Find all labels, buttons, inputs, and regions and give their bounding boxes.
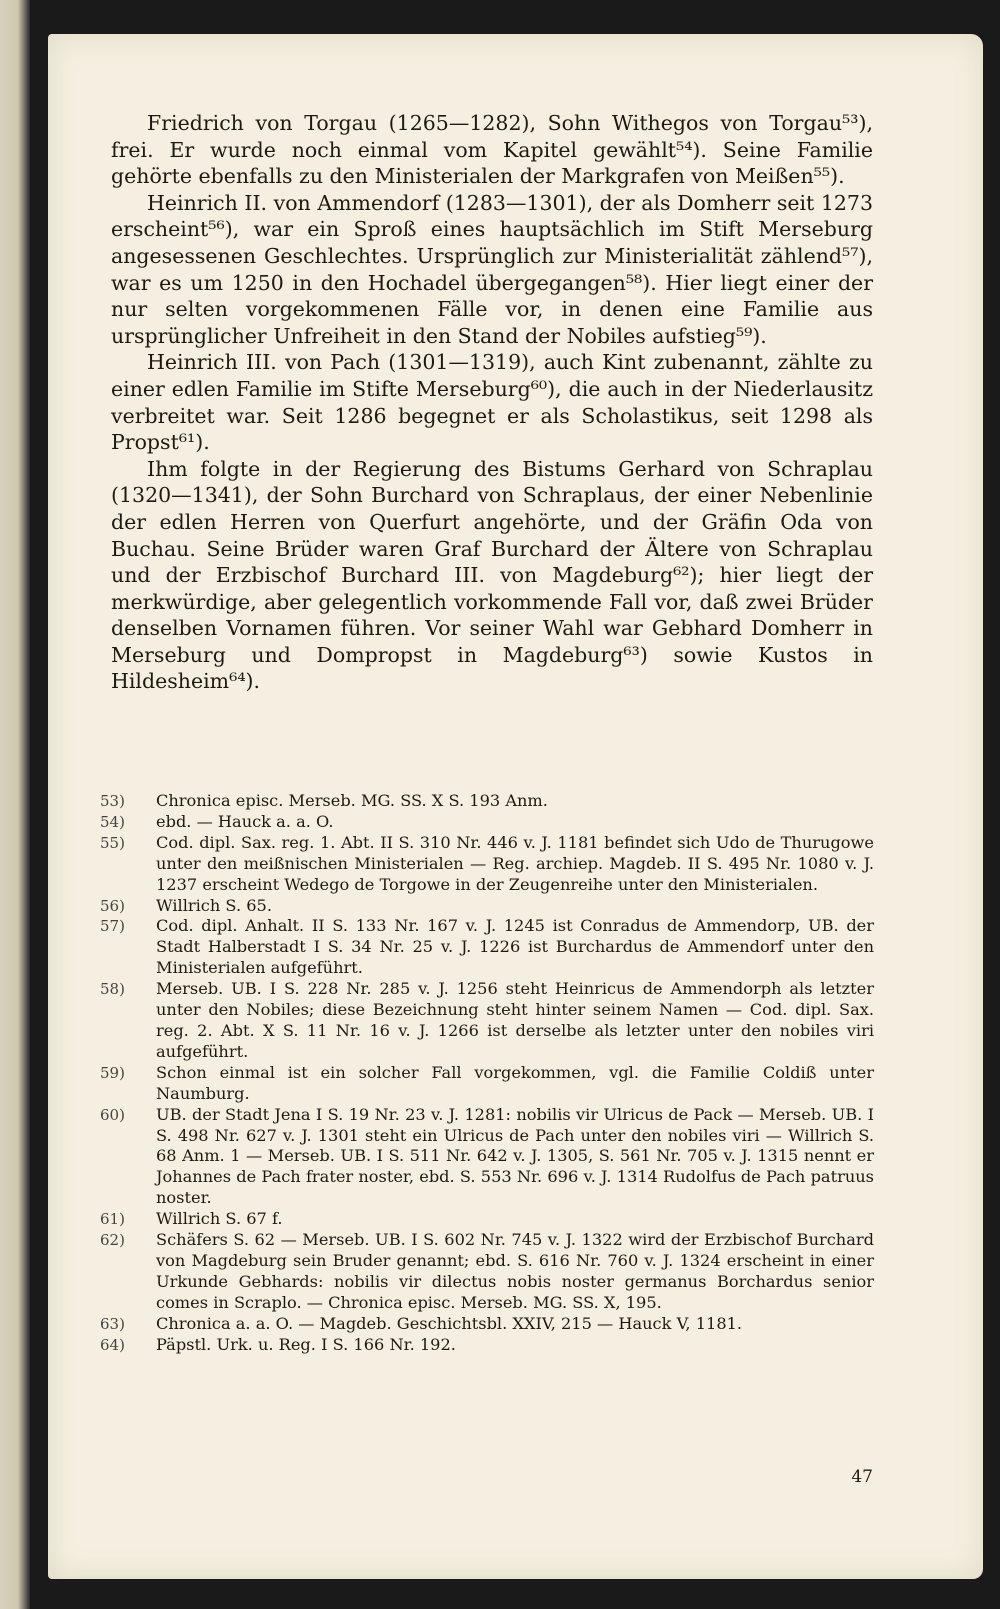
footnote-text: Cod. dipl. Anhalt. II S. 133 Nr. 167 v. J. 1245 ist Conradus de Ammendorp, UB. der Stadt Halberstadt I S. 34 Nr. 25 v. J. 1226 ist Burchardus de Ammendorf unter den Ministerialen aufgeführt. (156, 916, 874, 978)
footnotes (100, 791, 874, 1355)
footnote-number: 62) (100, 1231, 125, 1250)
page-number: 47 (851, 1467, 873, 1487)
footnote-text: Merseb. UB. I S. 228 Nr. 285 v. J. 1256 steht Heinricus de Ammendorph als letzter unter den Nobiles; diese Bezeichnung steht hinter seinem Namen — Cod. dipl. Sax. reg. 2. Abt. X S. 11 Nr. 16 v. J. 1266 ist derselbe als letzter unter den nobiles viri aufgeführt. (156, 979, 874, 1061)
paragraph-heinrich-iii: Heinrich III. von Pach (1301—1319), auch Kint zubenannt, zählte zu einer edlen Familie im Stifte Merseburg⁶⁰), die auch in der Niederlausitz verbreitet war. Seit 1286 begegnet er als Scholastikus, seit 1298 als Propst⁶¹). (111, 350, 873, 455)
main-text (111, 110, 873, 695)
footnote (100, 979, 874, 1063)
paragraph-gerhard: Ihm folgte in der Regierung des Bistums Gerhard von Schraplau (1320—1341), der Sohn Burchard von Schraplaus, der einer Nebenlinie der edlen Herren von Querfurt angehörte, und der Gräfin Oda von Buchau. Seine Brüder waren Graf Burchard der Ältere von Schraplau und der Erzbischof Burchard III. von Magdeburg⁶²); hier liegt der merkwürdige, aber gelegentlich vorkommende Fall vor, daß zwei Brüder denselben Vornamen führen. Vor seiner Wahl war Gebhard Domherr in Merseburg und Dompropst in Magdeburg⁶³) sowie Kustos in Hildesheim⁶⁴). (111, 456, 873, 694)
footnote-number: 60) (100, 1105, 125, 1124)
footnote-number: 55) (100, 833, 125, 852)
footnote-number: 57) (100, 917, 125, 936)
footnote (100, 1105, 874, 1210)
footnote-text: Chronica a. a. O. — Magdeb. Geschichtsbl. XXIV, 215 — Hauck V, 1181. (156, 1313, 743, 1333)
footnote (100, 833, 874, 896)
footnote-number: 54) (100, 812, 125, 831)
footnote (100, 896, 874, 917)
book-page (48, 34, 983, 1579)
footnote (100, 1314, 874, 1335)
footnote (100, 1209, 874, 1230)
footnote-number: 58) (100, 980, 125, 999)
footnote (100, 1335, 874, 1356)
footnote-text: Schon einmal ist ein solcher Fall vorgekommen, vgl. die Familie Coldiß unter Naumburg. (156, 1062, 874, 1103)
footnote (100, 1230, 874, 1314)
scan-left-edge (0, 0, 30, 1609)
footnote-number: 56) (100, 896, 125, 915)
footnote-text: Päpstl. Urk. u. Reg. I S. 166 Nr. 192. (156, 1334, 456, 1354)
paragraph-friedrich: Friedrich von Torgau (1265—1282), Sohn Withegos von Torgau⁵³), frei. Er wurde noch einmal vom Kapitel gewählt⁵⁴). Seine Familie gehörte ebenfalls zu den Ministerialen der Markgrafen von Meißen⁵⁵). (111, 111, 873, 189)
footnote (100, 812, 874, 833)
footnote-number: 61) (100, 1210, 125, 1229)
footnote-text: Willrich S. 67 f. (156, 1209, 283, 1229)
footnote (100, 791, 874, 812)
footnote-number: 63) (100, 1314, 125, 1333)
footnote-text: UB. der Stadt Jena I S. 19 Nr. 23 v. J. 1281: nobilis vir Ulricus de Pack — Merseb. UB. I S. 498 Nr. 627 v. J. 1301 steht ein Ulricus de Pach unter den nobiles viri — Willrich S. 68 Anm. 1 — Merseb. UB. I S. 511 Nr. 642 v. J. 1305, S. 561 Nr. 705 v. J. 1315 nennt er Johannes de Pach frater noster, ebd. S. 553 Nr. 696 v. J. 1314 Rudolfus de Pach patruus noster. (156, 1104, 874, 1208)
footnote-text: ebd. — Hauck a. a. O. (156, 811, 334, 831)
footnote-number: 59) (100, 1063, 125, 1082)
footnote-text: Cod. dipl. Sax. reg. 1. Abt. II S. 310 Nr. 446 v. J. 1181 befindet sich Udo de Thurugowe unter den meißnischen Ministerialen — Reg. archiep. Magdeb. II S. 495 Nr. 1080 v. J. 1237 erscheint Wedego de Torgowe in der Zeugenreihe unter den Ministerialen. (156, 832, 874, 894)
footnote (100, 1063, 874, 1105)
footnote-number: 64) (100, 1335, 125, 1354)
paragraph-heinrich-ii: Heinrich II. von Ammendorf (1283—1301), der als Domherr seit 1273 erscheint⁵⁶), war ein Sproß eines hauptsächlich im Stift Merseburg angesessenen Geschlechtes. Ursprünglich zur Ministerialität zählend⁵⁷), war es um 1250 in den Hochadel übergegangen⁵⁸). Hier liegt einer der nur selten vorgekommenen Fälle vor, in denen eine Familie aus ursprünglicher Unfreiheit in den Stand der Nobiles aufstieg⁵⁹). (111, 190, 873, 348)
footnote-number: 53) (100, 792, 125, 810)
footnote-text: Willrich S. 65. (156, 895, 272, 915)
footnote (100, 916, 874, 979)
footnote-text: Schäfers S. 62 — Merseb. UB. I S. 602 Nr. 745 v. J. 1322 wird der Erzbischof Burchard von Magdeburg sein Bruder genannt; ebd. S. 616 Nr. 760 v. J. 1324 erscheint in einer Urkunde Gebhards: nobilis vir dilectus nobis noster germanus Borchardus senior comes in Scraplo. — Chronica episc. Merseb. MG. SS. X, 195. (156, 1230, 874, 1312)
footnote-text: Chronica episc. Merseb. MG. SS. X S. 193 Anm. (156, 791, 548, 810)
